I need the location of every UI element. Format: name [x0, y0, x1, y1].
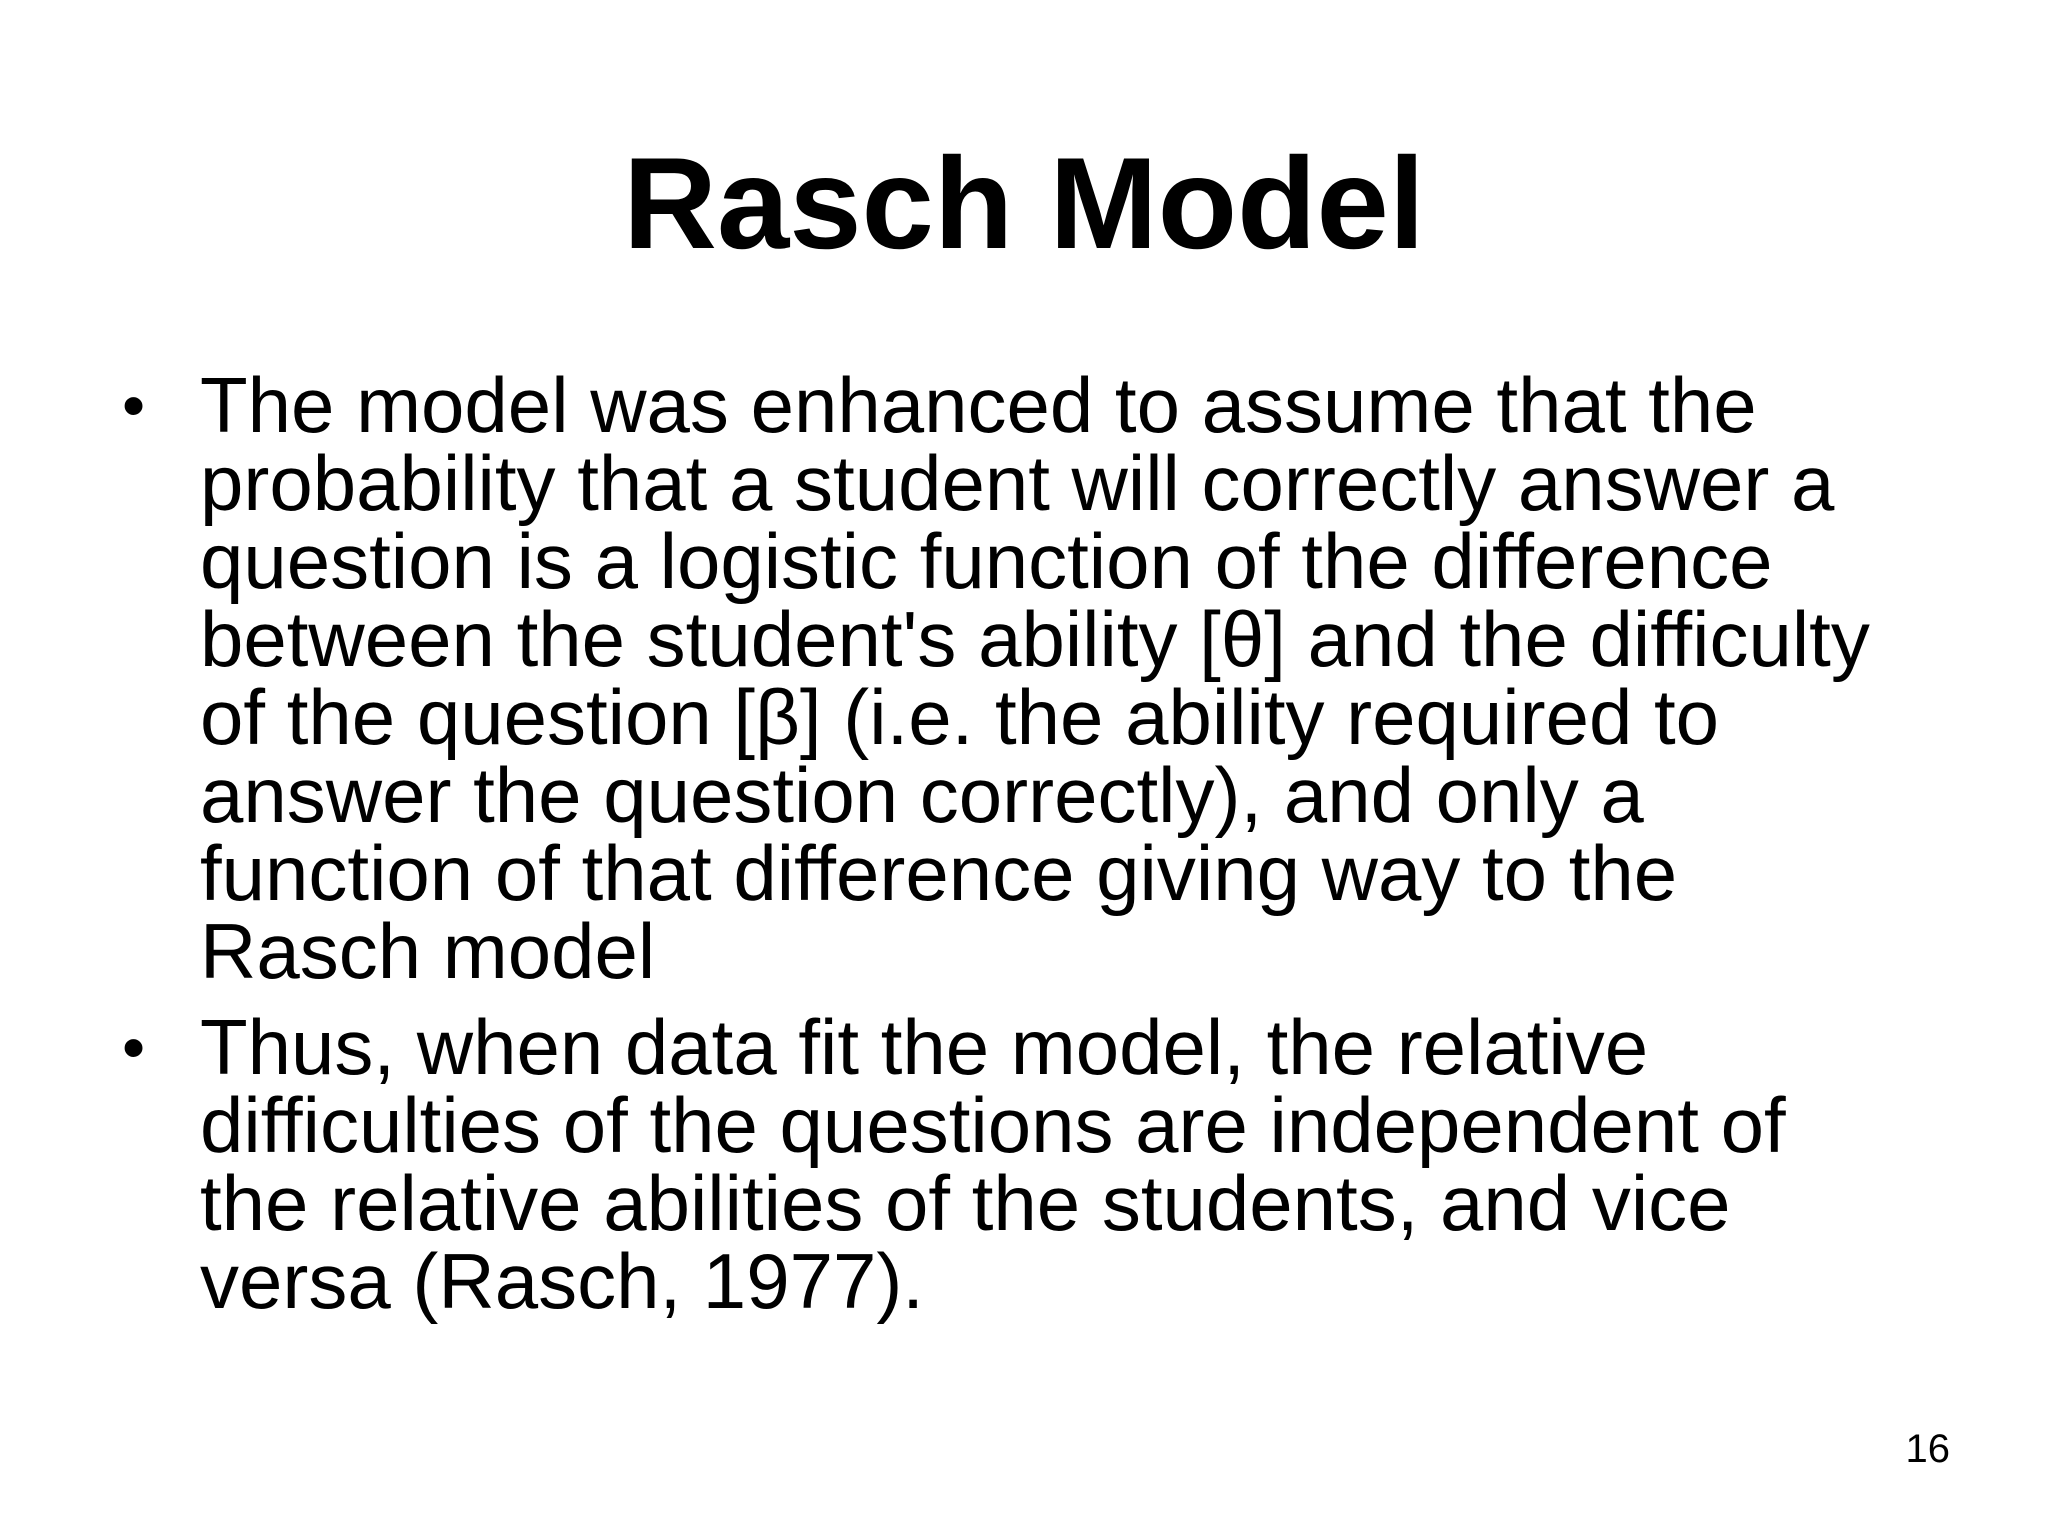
bullet-item	[122, 1003, 1962, 1325]
bullet-marker: •	[122, 368, 146, 442]
page-number: 16	[1905, 1427, 1950, 1471]
bullet-line: difficulties of the questions are independent of	[200, 1081, 1786, 1169]
bullet-line: between the student's ability [θ] and the difficulty	[200, 595, 1870, 683]
bullet-line: Rasch model	[200, 907, 656, 995]
bullet-line: of the question [β] (i.e. the ability required to	[200, 673, 1720, 761]
slide-title: Rasch Model	[623, 130, 1425, 276]
bullet-line: Thus, when data fit the model, the relative	[200, 1003, 1649, 1091]
bullet-item	[122, 361, 1962, 995]
bullet-text	[200, 361, 1962, 995]
bullet-line: the relative abilities of the students, and vice	[200, 1159, 1731, 1247]
bullet-text	[200, 1003, 1962, 1325]
bullet-line: probability that a student will correctly answer a	[200, 439, 1835, 527]
bullet-line: function of that difference giving way to the	[200, 829, 1678, 917]
bullet-marker: •	[122, 1010, 146, 1084]
bullet-line: question is a logistic function of the difference	[200, 517, 1773, 605]
bullet-line: versa (Rasch, 1977).	[200, 1237, 924, 1325]
bullet-list	[122, 361, 1962, 1325]
bullet-line: The model was enhanced to assume that the	[200, 361, 1757, 449]
bullet-line: answer the question correctly), and only a	[200, 751, 1644, 839]
